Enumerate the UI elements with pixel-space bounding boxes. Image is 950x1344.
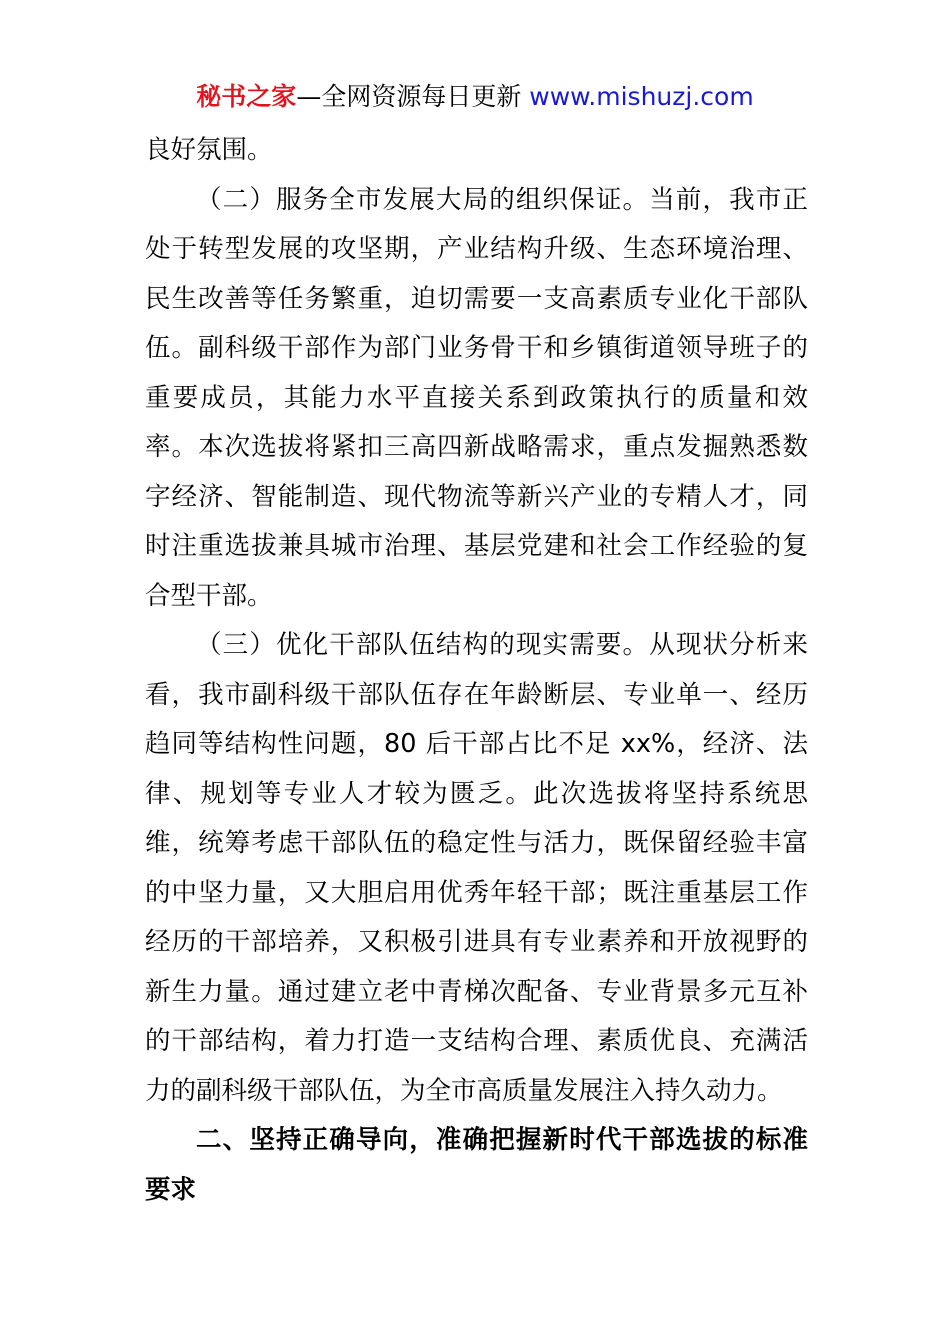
text-line: 经历的干部培养，又积极引进具有专业素养和开放视野的 bbox=[145, 927, 808, 957]
text-line: 看，我市副科级干部队伍存在年龄断层、专业单一、经历 bbox=[145, 679, 808, 710]
text-line: 新生力量。通过建立老中青梯次配备、专业背景多元互补 bbox=[145, 976, 808, 1007]
site-slogan: —全网资源每日更新 bbox=[296, 82, 530, 111]
site-header bbox=[0, 80, 950, 114]
text-line: 时注重选拔兼具城市治理、基层党建和社会工作经验的复 bbox=[145, 531, 808, 561]
chapter-heading-line: 要求 bbox=[145, 1174, 197, 1205]
text-line: 处于转型发展的攻坚期，产业结构升级、生态环境治理、 bbox=[145, 234, 808, 264]
text-line: 民生改善等任务繁重，迫切需要一支高素质专业化干部队 bbox=[145, 283, 808, 314]
text-line: 维，统筹考虑干部队伍的稳定性与活力，既保留经验丰富 bbox=[145, 828, 808, 858]
text-line: 重要成员，其能力水平直接关系到政策执行的质量和效 bbox=[145, 382, 808, 413]
document-body bbox=[145, 126, 808, 1215]
section-heading-line: （三）优化干部队伍结构的现实需要。从现状分析来 bbox=[196, 630, 808, 660]
text-line: 的中坚力量，又大胆启用优秀年轻干部；既注重基层工作 bbox=[145, 877, 808, 908]
text-line: 良好氛围。 bbox=[145, 135, 273, 165]
site-url-link[interactable]: www.mishuzj.com bbox=[529, 82, 754, 111]
site-brand: 秘书之家 bbox=[196, 82, 297, 111]
section-heading-line: （二）服务全市发展大局的组织保证。当前，我市正 bbox=[196, 184, 808, 215]
text-line: 力的副科级干部队伍，为全市高质量发展注入持久动力。 bbox=[145, 1075, 783, 1106]
text-line: 伍。副科级干部作为部门业务骨干和乡镇街道领导班子的 bbox=[145, 333, 808, 363]
text-line: 合型干部。 bbox=[145, 580, 273, 611]
text-line: 律、规划等专业人才较为匮乏。此次选拔将坚持系统思 bbox=[145, 778, 808, 809]
chapter-heading-line: 二、坚持正确导向，准确把握新时代干部选拔的标准 bbox=[196, 1125, 808, 1155]
text-line: 趋同等结构性问题，80 后干部占比不足 xx%，经济、法 bbox=[145, 729, 808, 759]
text-line: 的干部结构，着力打造一支结构合理、素质优良、充满活 bbox=[145, 1026, 808, 1056]
text-line: 字经济、智能制造、现代物流等新兴产业的专精人才，同 bbox=[145, 481, 808, 512]
text-line: 率。本次选拔将紧扣三高四新战略需求，重点发掘熟悉数 bbox=[145, 432, 808, 462]
